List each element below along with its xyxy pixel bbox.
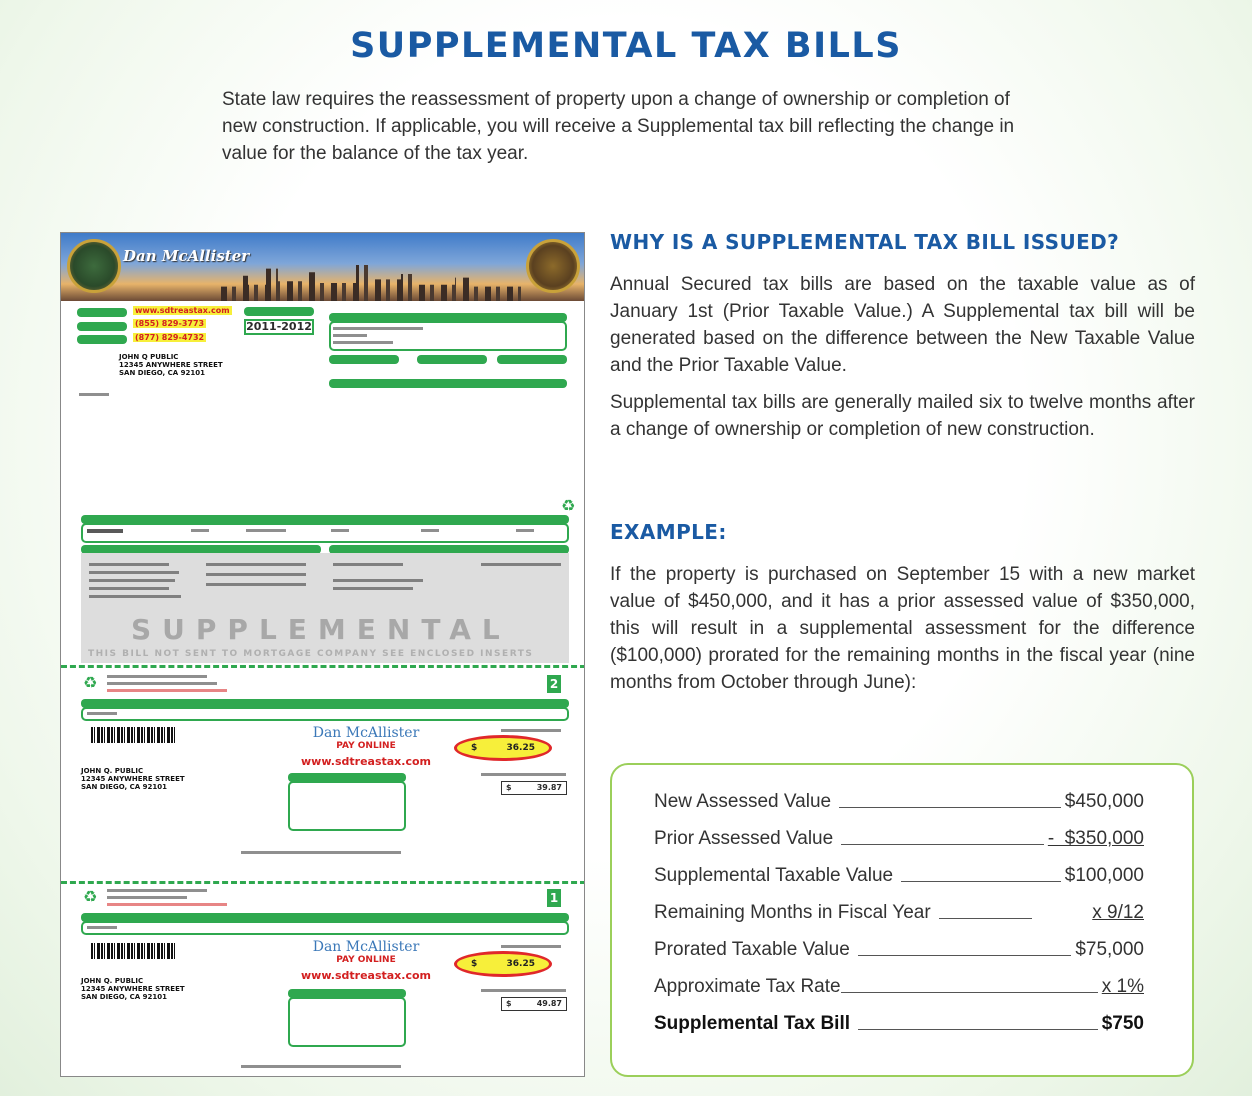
bill-website: www.sdtreastax.com bbox=[135, 306, 230, 315]
pay-online-url: www.sdtreastax.com bbox=[301, 755, 431, 768]
field-label-bar bbox=[329, 355, 399, 364]
pay-online-logo: Dan McAllister PAY ONLINE bbox=[312, 725, 420, 751]
text-line bbox=[107, 682, 217, 685]
text-line bbox=[241, 851, 401, 854]
text-line bbox=[107, 689, 227, 692]
late-amount-box: $ 49.87 bbox=[501, 997, 567, 1011]
bill-phone-1: (855) 829-3773 bbox=[135, 319, 205, 328]
tax-year-label-bar bbox=[244, 307, 314, 316]
calc-row-remaining-months: Remaining Months in Fiscal Year x 9/12 bbox=[654, 902, 1144, 923]
barcode bbox=[91, 727, 176, 743]
example-heading: EXAMPLE: bbox=[610, 520, 727, 544]
tear-line bbox=[61, 665, 585, 668]
bill-detail-area bbox=[81, 553, 569, 663]
text-line bbox=[89, 587, 169, 590]
text-line bbox=[107, 903, 227, 906]
stub-values-box bbox=[81, 707, 569, 721]
bill-phone-2: (877) 829-4732 bbox=[135, 333, 205, 342]
text-line bbox=[333, 587, 413, 590]
recycle-icon: ♻ bbox=[83, 673, 98, 692]
text-line bbox=[516, 529, 534, 532]
supplemental-watermark: SUPPLEMENTAL bbox=[131, 613, 511, 646]
why-paragraph-1: Annual Secured tax bills are based on the taxable value as of January 1st (Prior Taxable Value.) A Supplemental tax bill will be generated based on the difference between the New Taxable Value and the Prior Taxable Value. bbox=[610, 274, 1195, 376]
text-line bbox=[481, 563, 561, 566]
recycle-icon: ♻ bbox=[561, 496, 576, 515]
treasurer-seal-icon bbox=[526, 239, 580, 293]
text-line bbox=[421, 529, 439, 532]
text-line bbox=[107, 896, 187, 899]
stub-owner-address: JOHN Q. PUBLIC 12345 ANYWHERE STREET SAN DIEGO, CA 92101 bbox=[81, 977, 185, 1001]
text-line bbox=[206, 583, 306, 586]
recycle-icon: ♻ bbox=[83, 887, 98, 906]
text-line bbox=[501, 945, 561, 948]
example-paragraph: If the property is purchased on September 15 with a new market value of $450,000, and it has a prior assessed value of $350,000, this will result in a supplemental assessment for the difference ($100,000) prorated for the remaining months in the fiscal year (nine months from October through June): bbox=[610, 564, 1195, 693]
text-line bbox=[481, 773, 566, 776]
text-line bbox=[333, 341, 393, 344]
remit-address-box bbox=[288, 997, 406, 1047]
stub-owner-address: JOHN Q. PUBLIC 12345 ANYWHERE STREET SAN DIEGO, CA 92101 bbox=[81, 767, 185, 791]
pay-amount-highlight: $ 36.25 bbox=[454, 951, 552, 977]
text-line bbox=[89, 563, 169, 566]
supplemental-values-bar bbox=[329, 379, 567, 388]
text-line bbox=[87, 712, 117, 715]
calc-row-supplemental-tax-bill: Supplemental Tax Bill $750 bbox=[654, 1013, 1144, 1034]
calc-row-tax-rate: Approximate Tax Rate x 1% bbox=[654, 976, 1144, 997]
tear-line bbox=[61, 881, 585, 884]
pay-online-url: www.sdtreastax.com bbox=[301, 969, 431, 982]
text-line bbox=[206, 573, 306, 576]
text-line bbox=[333, 327, 423, 330]
bill-tax-year: 2011-2012 bbox=[244, 319, 314, 335]
text-line bbox=[87, 926, 117, 929]
bill-logo: Dan McAllister bbox=[123, 247, 250, 265]
summary-values-box bbox=[81, 523, 569, 543]
calc-row-supplemental-taxable: Supplemental Taxable Value $100,000 bbox=[654, 865, 1144, 886]
text-line bbox=[89, 595, 181, 598]
stub-number-badge: 2 bbox=[547, 675, 561, 693]
late-amount-box: $ 39.87 bbox=[501, 781, 567, 795]
not-sent-to-mortgage-note: THIS BILL NOT SENT TO MORTGAGE COMPANY SEE ENCLOSED INSERTS bbox=[88, 649, 534, 659]
stub-values-box bbox=[81, 921, 569, 935]
text-line bbox=[333, 563, 403, 566]
field-label-bar bbox=[77, 308, 127, 317]
text-line bbox=[107, 675, 207, 678]
text-line bbox=[501, 729, 561, 732]
pay-amount-highlight: $ 36.25 bbox=[454, 735, 552, 761]
why-paragraph-2: Supplemental tax bills are generally mailed six to twelve months after a change of ownership or completion of new construction. bbox=[610, 392, 1195, 440]
text-line bbox=[191, 529, 209, 532]
text-line bbox=[89, 579, 175, 582]
calculation-box bbox=[610, 763, 1194, 1077]
text-line bbox=[333, 334, 367, 337]
remit-address-box bbox=[288, 781, 406, 831]
field-label-bar bbox=[417, 355, 487, 364]
bill-banner bbox=[61, 233, 585, 301]
field-label-bar bbox=[77, 322, 127, 331]
text-line bbox=[79, 393, 109, 396]
calc-row-prorated-taxable: Prorated Taxable Value $75,000 bbox=[654, 939, 1144, 960]
text-line bbox=[331, 529, 349, 532]
field-label-bar bbox=[497, 355, 567, 364]
skyline-graphic bbox=[221, 265, 521, 301]
sample-tax-bill-image bbox=[60, 232, 585, 1077]
barcode bbox=[91, 943, 176, 959]
county-seal-icon bbox=[67, 239, 121, 293]
text-line bbox=[333, 579, 423, 582]
why-heading: WHY IS A SUPPLEMENTAL TAX BILL ISSUED? bbox=[610, 230, 1120, 254]
text-line bbox=[246, 529, 286, 532]
text-line bbox=[206, 563, 306, 566]
text-line bbox=[241, 1065, 401, 1068]
pay-online-logo: Dan McAllister PAY ONLINE bbox=[312, 939, 420, 965]
text-line bbox=[481, 989, 566, 992]
calc-row-prior-assessed: Prior Assessed Value - $350,000 bbox=[654, 828, 1144, 849]
intro-paragraph: State law requires the reassessment of property upon a change of ownership or completion of new construction. If applicable, you will receive a Supplemental tax bill reflecting the change in value for the balance of the tax year. bbox=[222, 89, 1015, 164]
text-line bbox=[89, 571, 179, 574]
calc-row-new-assessed: New Assessed Value $450,000 bbox=[654, 791, 1144, 812]
field-label-bar bbox=[77, 335, 127, 344]
page-title: SUPPLEMENTAL TAX BILLS bbox=[350, 26, 902, 66]
text-line bbox=[87, 529, 123, 533]
text-line bbox=[107, 889, 207, 892]
stub-number-badge: 1 bbox=[547, 889, 561, 907]
bill-owner-address: JOHN Q PUBLIC 12345 ANYWHERE STREET SAN DIEGO, CA 92101 bbox=[119, 353, 223, 377]
